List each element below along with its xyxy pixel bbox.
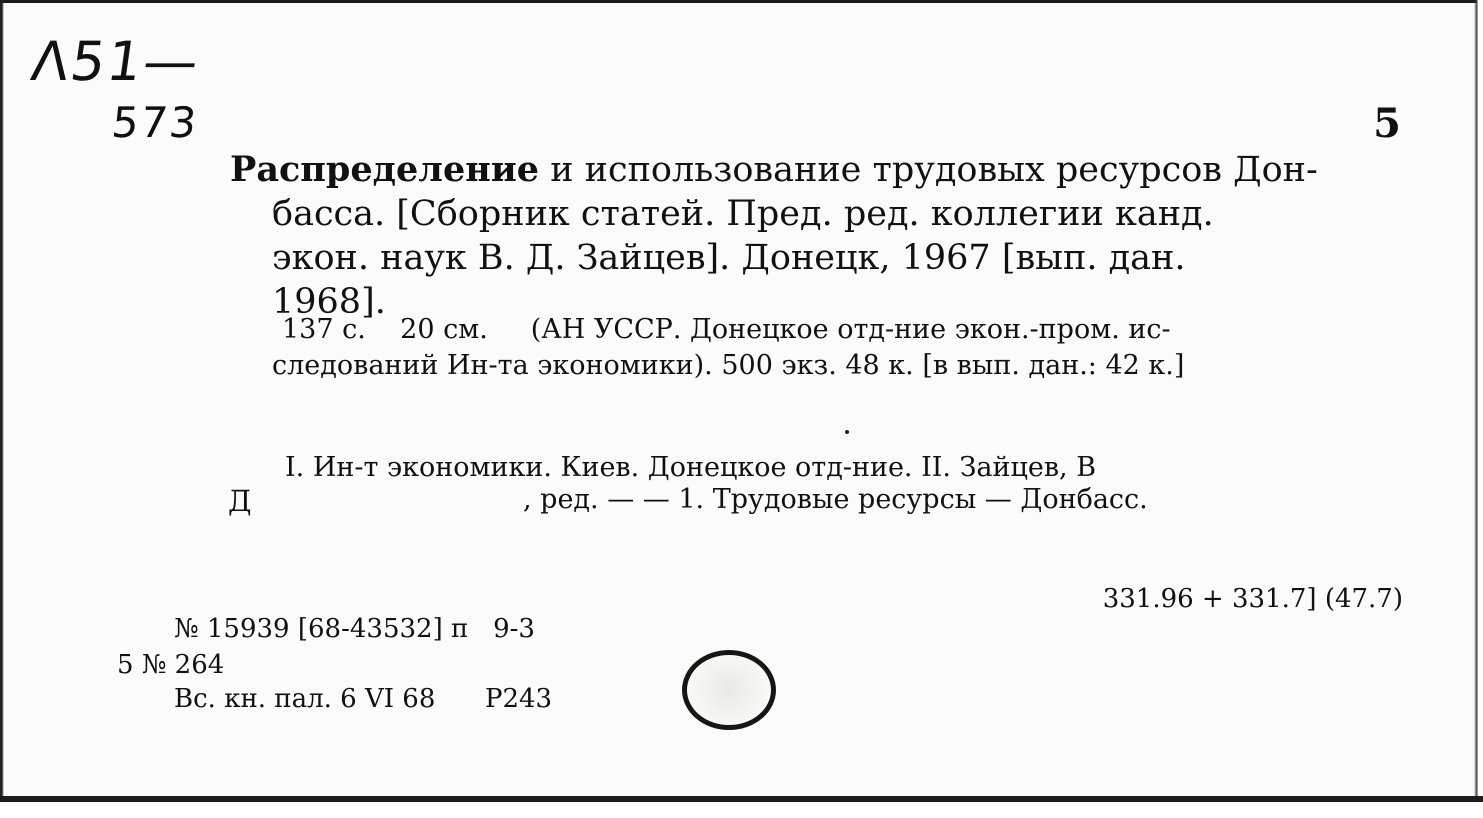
- classification-code: 331.96 + 331.7] (47.7): [1102, 584, 1403, 614]
- title-line3: экон. наук В. Д. Зайцев]. Донецк, 1967 [вып. дан.: [272, 238, 1186, 278]
- card-number: 5: [1373, 100, 1401, 147]
- ink-stamp-circle: [682, 650, 776, 730]
- title-line2: басса. [Сборник статей. Пред. ред. коллегии канд.: [272, 194, 1214, 234]
- stray-mark: [845, 430, 849, 434]
- title-line1-rest: и использование трудовых ресурсов Дон-: [539, 150, 1318, 190]
- tracing-line2: , ред. — — 1. Трудовые ресурсы — Донбасс.: [523, 484, 1148, 515]
- handwritten-shelfmark-line1: Λ51—: [27, 30, 205, 93]
- collation-line2: следований Ин-та экономики). 500 экз. 48 к. [в вып. дан.: 42 к.]: [272, 350, 1185, 381]
- title-line4: 1968].: [272, 282, 386, 322]
- bibliographic-title: [230, 148, 1410, 324]
- collation-line1: 137 с. 20 см. (АН УССР. Донецкое отд-ние экон.-пром. ис-: [282, 314, 1171, 345]
- card-top-edge: [0, 0, 1483, 3]
- accession-line2: 5 № 264: [117, 650, 225, 680]
- handwritten-shelfmark-line2: 573: [109, 98, 201, 147]
- card-right-edge: [1473, 0, 1483, 818]
- accession-line3: Вс. кн. пал. 6 VI 68 Р243: [174, 684, 553, 714]
- card-left-edge: [0, 0, 4, 818]
- card-below-edge: [0, 802, 1483, 818]
- title-lead-word: Распределение: [230, 149, 540, 190]
- tracing-line2-prefix: Д: [228, 484, 252, 518]
- tracing-line1: I. Ин-т экономики. Киев. Донецкое отд-ние. II. Зайцев, В: [285, 452, 1097, 483]
- accession-line1: № 15939 [68-43532] п 9-3: [174, 614, 535, 644]
